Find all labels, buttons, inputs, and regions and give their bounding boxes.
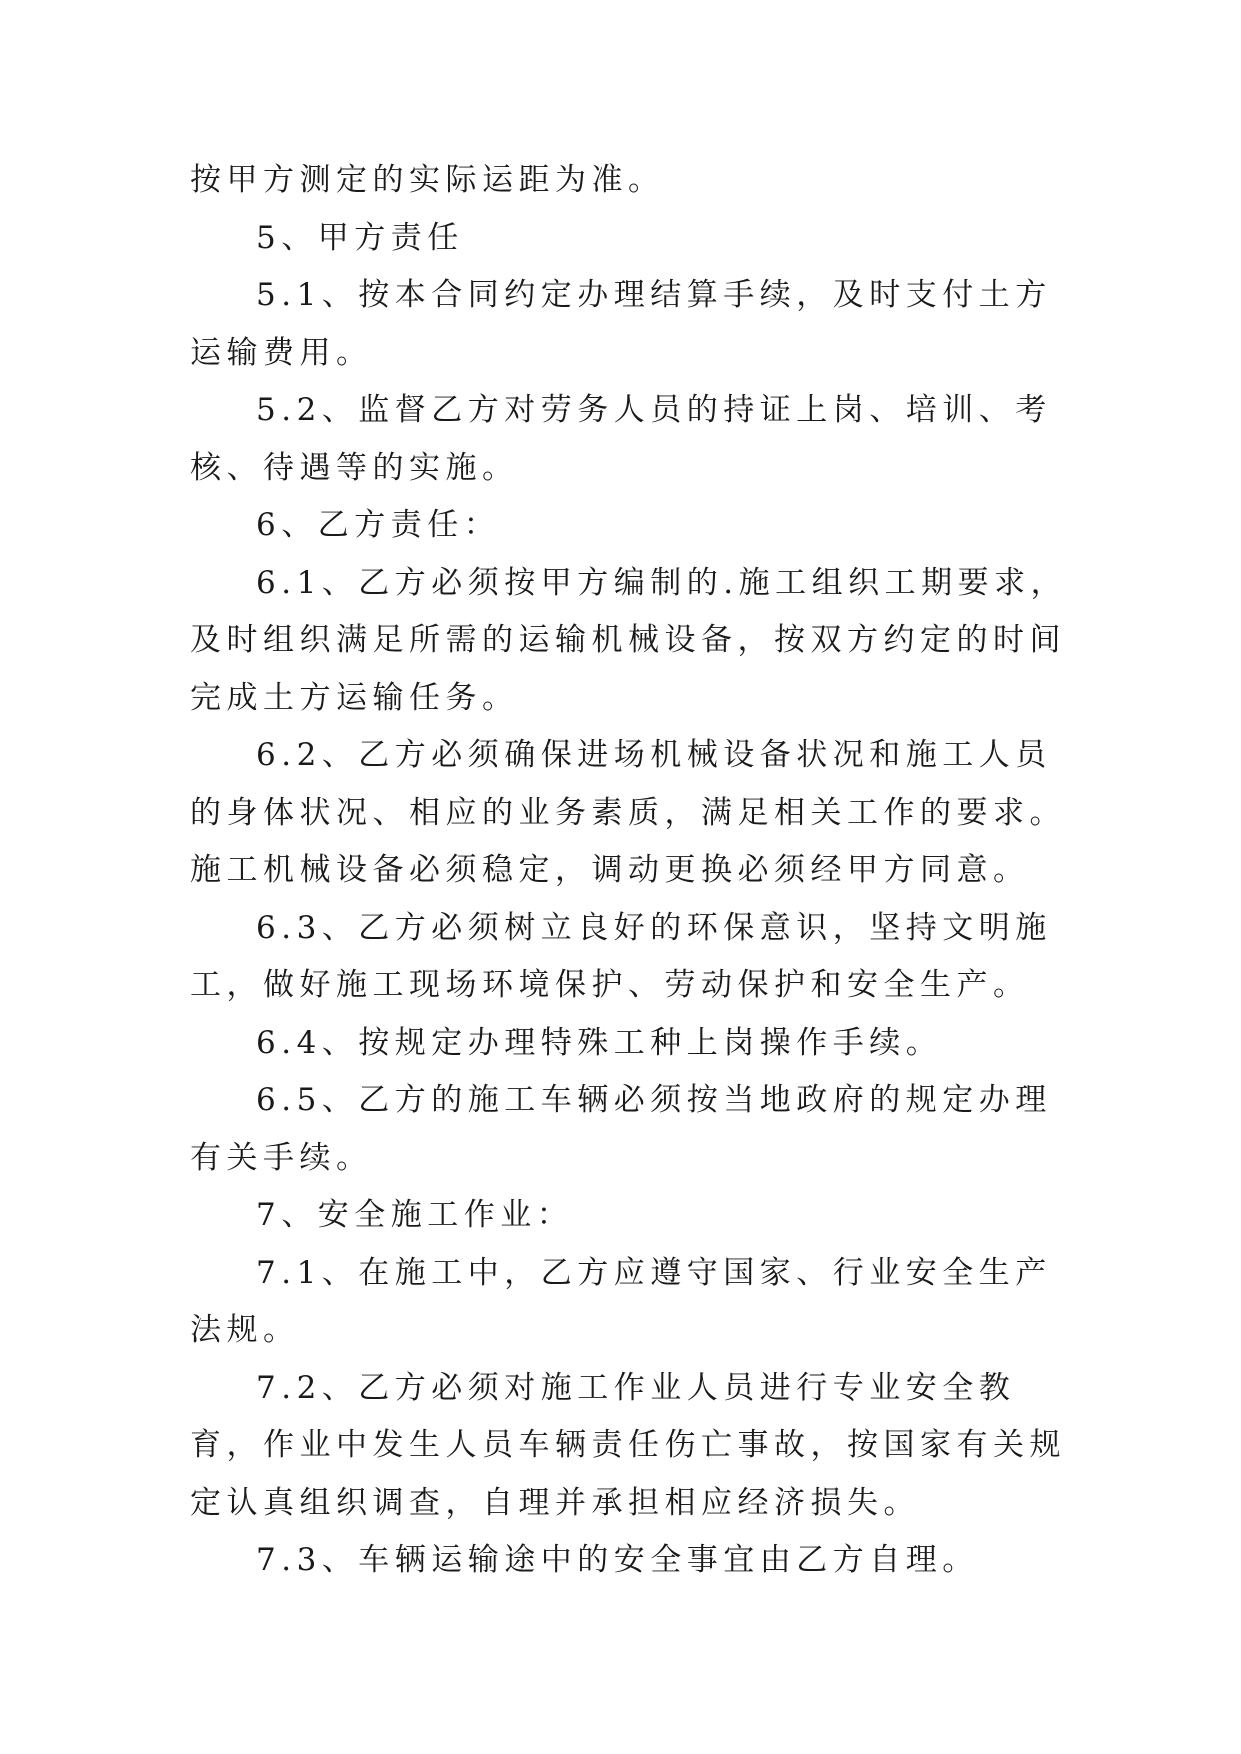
clause-6-1: 6.1、乙方必须按甲方编制的.施工组织工期要求，及时组织满足所需的运输机械设备，按双方约定的时间完成土方运输任务。 <box>190 564 1068 716</box>
clause-6-5: 6.5、乙方的施工车辆必须按当地政府的规定办理有关手续。 <box>190 1082 1052 1176</box>
paragraph-continuation: 按甲方测定的实际运距为准。 <box>190 162 665 198</box>
clause-5-2: 5.2、监督乙方对劳务人员的持证上岗、培训、考核、待遇等的实施。 <box>190 392 1052 486</box>
clause-6-2: 6.2、乙方必须确保进场机械设备状况和施工人员的身体状况、相应的业务素质，满足相关工作的要求。施工机械设备必须稳定，调动更换必须经甲方同意。 <box>190 737 1066 888</box>
clause-5-1: 5.1、按本合同约定办理结算手续，及时支付土方运输费用。 <box>190 277 1052 371</box>
clause-6-4: 6.4、按规定办理特殊工种上岗操作手续。 <box>256 1024 943 1061</box>
document-body <box>190 152 1070 1590</box>
clause-7-1: 7.1、在施工中，乙方应遵守国家、行业安全生产法规。 <box>190 1254 1052 1348</box>
clause-6-3: 6.3、乙方必须树立良好的环保意识，坚持文明施工，做好施工现场环境保护、劳动保护和安全生产。 <box>190 909 1052 1003</box>
section-heading-6: 6、乙方责任： <box>256 507 501 543</box>
section-heading-7: 7、安全施工作业： <box>256 1197 574 1233</box>
clause-7-3: 7.3、车辆运输途中的安全事宜由乙方自理。 <box>256 1542 979 1578</box>
section-heading-5: 5、甲方责任 <box>256 219 464 256</box>
clause-7-2: 7.2、乙方必须对施工作业人员进行专业安全教育，作业中发生人员车辆责任伤亡事故，按国家有关规定认真组织调查，自理并承担相应经济损失。 <box>190 1369 1066 1521</box>
